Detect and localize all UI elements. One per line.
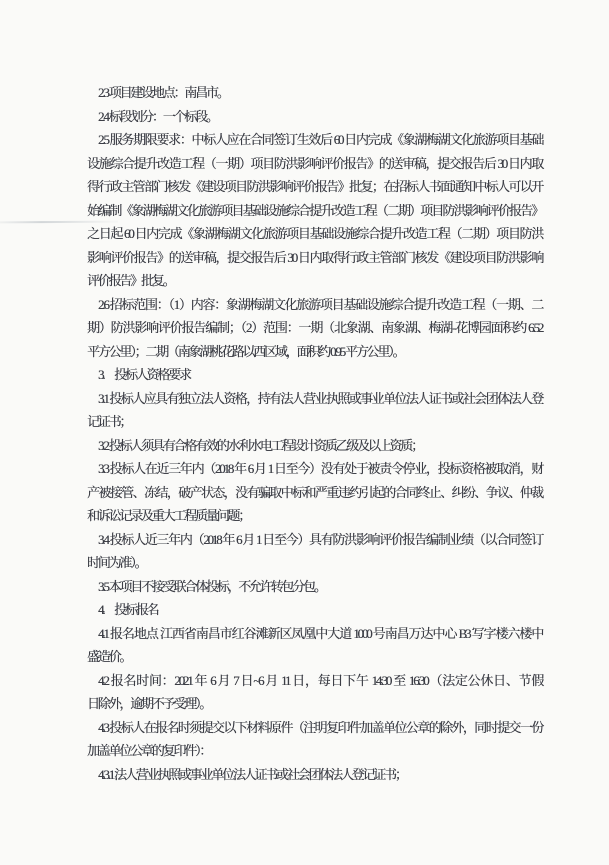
text-line: 之日起 60 日内完成《象湖梅湖文化旅游项目基础设施综合提升改造工程（二期）项目防洪 xyxy=(87,226,542,241)
text-line: 3.4 投标人近三年内（2018 年 6 月 1 日至今）具有防洪影响评价报告编制业绩（以合同签订 xyxy=(98,531,542,547)
text-line: 产被接管、冻结，破产状态，没有骗取中标和严重违约引起的合同终止、纠纷、争议、仲裁 xyxy=(87,484,542,500)
text-line: 2.4 标段划分：一个标段。 xyxy=(98,108,217,124)
text-line: 2.6 招标范围：（1）内容：象湖梅湖文化旅游项目基础设施综合提升改造工程（一期、二 xyxy=(98,296,542,312)
text-line: 平方公里）；二期（南象湖桃花路以西区域，面积约 0.95 平方公里）。 xyxy=(87,343,404,359)
paragraph-heading-4 xyxy=(87,598,542,622)
text-line: 时间为准）。 xyxy=(87,555,146,570)
paragraph-item-2-4 xyxy=(87,105,542,129)
text-line: 2.3 项目建设地点：南昌市。 xyxy=(98,85,228,100)
text-line: 和诉讼记录及重大工程质量问题； xyxy=(87,508,250,523)
text-line: 日除外，逾期不予受理）。 xyxy=(87,696,211,711)
text-line: 4.1 报名地点 江西省南昌市红谷滩新区凤凰中大道 1000 号南昌万达中心 B3 写字楼六楼中 xyxy=(98,625,542,641)
text-line: 盛造价。 xyxy=(87,649,131,664)
text-line: 影响评价报告》的送审稿，提交报告后 30 日内取得行政主管部门核发《建设项目防洪影响 xyxy=(87,249,542,265)
document-body xyxy=(87,81,542,786)
text-line: 4. 投标报名 xyxy=(98,602,158,617)
text-line: 4.3 投标人在报名时须提交以下材料原件（注明复印件加盖单位公章的除外，同时提交一份 xyxy=(98,719,542,735)
text-line: 评价报告》批复。 xyxy=(87,273,174,288)
paragraph-item-3-3 xyxy=(87,457,542,528)
text-line: 得行政主管部门核发《建设项目防洪影响评价报告》批复；在招标人书面通知中标人可以开 xyxy=(87,179,542,194)
text-line: 3.2 投标人须具有合格有效的水利水电工程设计资质乙级及以上资质； xyxy=(98,437,422,453)
paragraph-item-3-5 xyxy=(87,575,542,599)
paragraph-item-2-3 xyxy=(87,81,542,105)
text-line: 始编制《象湖梅湖文化旅游项目基础设施综合提升改造工程（二期）项目防洪影响评价报告》 xyxy=(87,202,542,218)
paragraph-item-4-3-1 xyxy=(87,763,542,787)
paragraph-item-2-6 xyxy=(87,293,542,364)
paragraph-item-4-1 xyxy=(87,622,542,669)
paragraph-heading-3 xyxy=(87,363,542,387)
text-line: 期）防洪影响评价报告编制；（2）范围：一期（北象湖、南象湖、梅湖-花博园面积约 6.52 xyxy=(87,320,542,335)
paragraph-item-4-3 xyxy=(87,716,542,763)
text-line: 3. 投标人资格要求 xyxy=(98,367,190,382)
text-line: 4.3.1 法人营业执照或事业单位法人证书或社会团体法人登记证书； xyxy=(98,766,406,782)
paragraph-item-3-4 xyxy=(87,528,542,575)
text-line: 3.3 投标人在近三年内（2018 年 6 月 1 日至今）没有处于被责令停业，投标资格被取消，财 xyxy=(98,461,542,476)
text-line: 3.5 本项目不接受联合体投标，不允许转包分包。 xyxy=(98,578,325,594)
paragraph-item-3-2 xyxy=(87,434,542,458)
paragraph-item-3-1 xyxy=(87,387,542,434)
paragraph-item-2-5 xyxy=(87,128,542,293)
text-line: 设施综合提升改造工程（一期）项目防洪影响评价报告》的送审稿，提交报告后 30 日内取 xyxy=(87,155,542,171)
text-line: 记证书； xyxy=(87,414,131,429)
paragraph-item-4-2 xyxy=(87,669,542,716)
text-line: 4.2 报名时间：2021 年 6 月 7 日~6 月 11 日，每日下午 14:30 至 16:30（法定公休日、节假 xyxy=(98,672,542,688)
text-line: 加盖单位公章的复印件）： xyxy=(87,743,211,758)
text-line: 2.5 服务期限要求：中标人应在合同签订生效后 60 日内完成《象湖梅湖文化旅游项目基础 xyxy=(98,132,542,147)
text-line: 3.1 投标人应具有独立法人资格，持有法人营业执照或事业单位法人证书或社会团体法人登 xyxy=(98,390,542,406)
